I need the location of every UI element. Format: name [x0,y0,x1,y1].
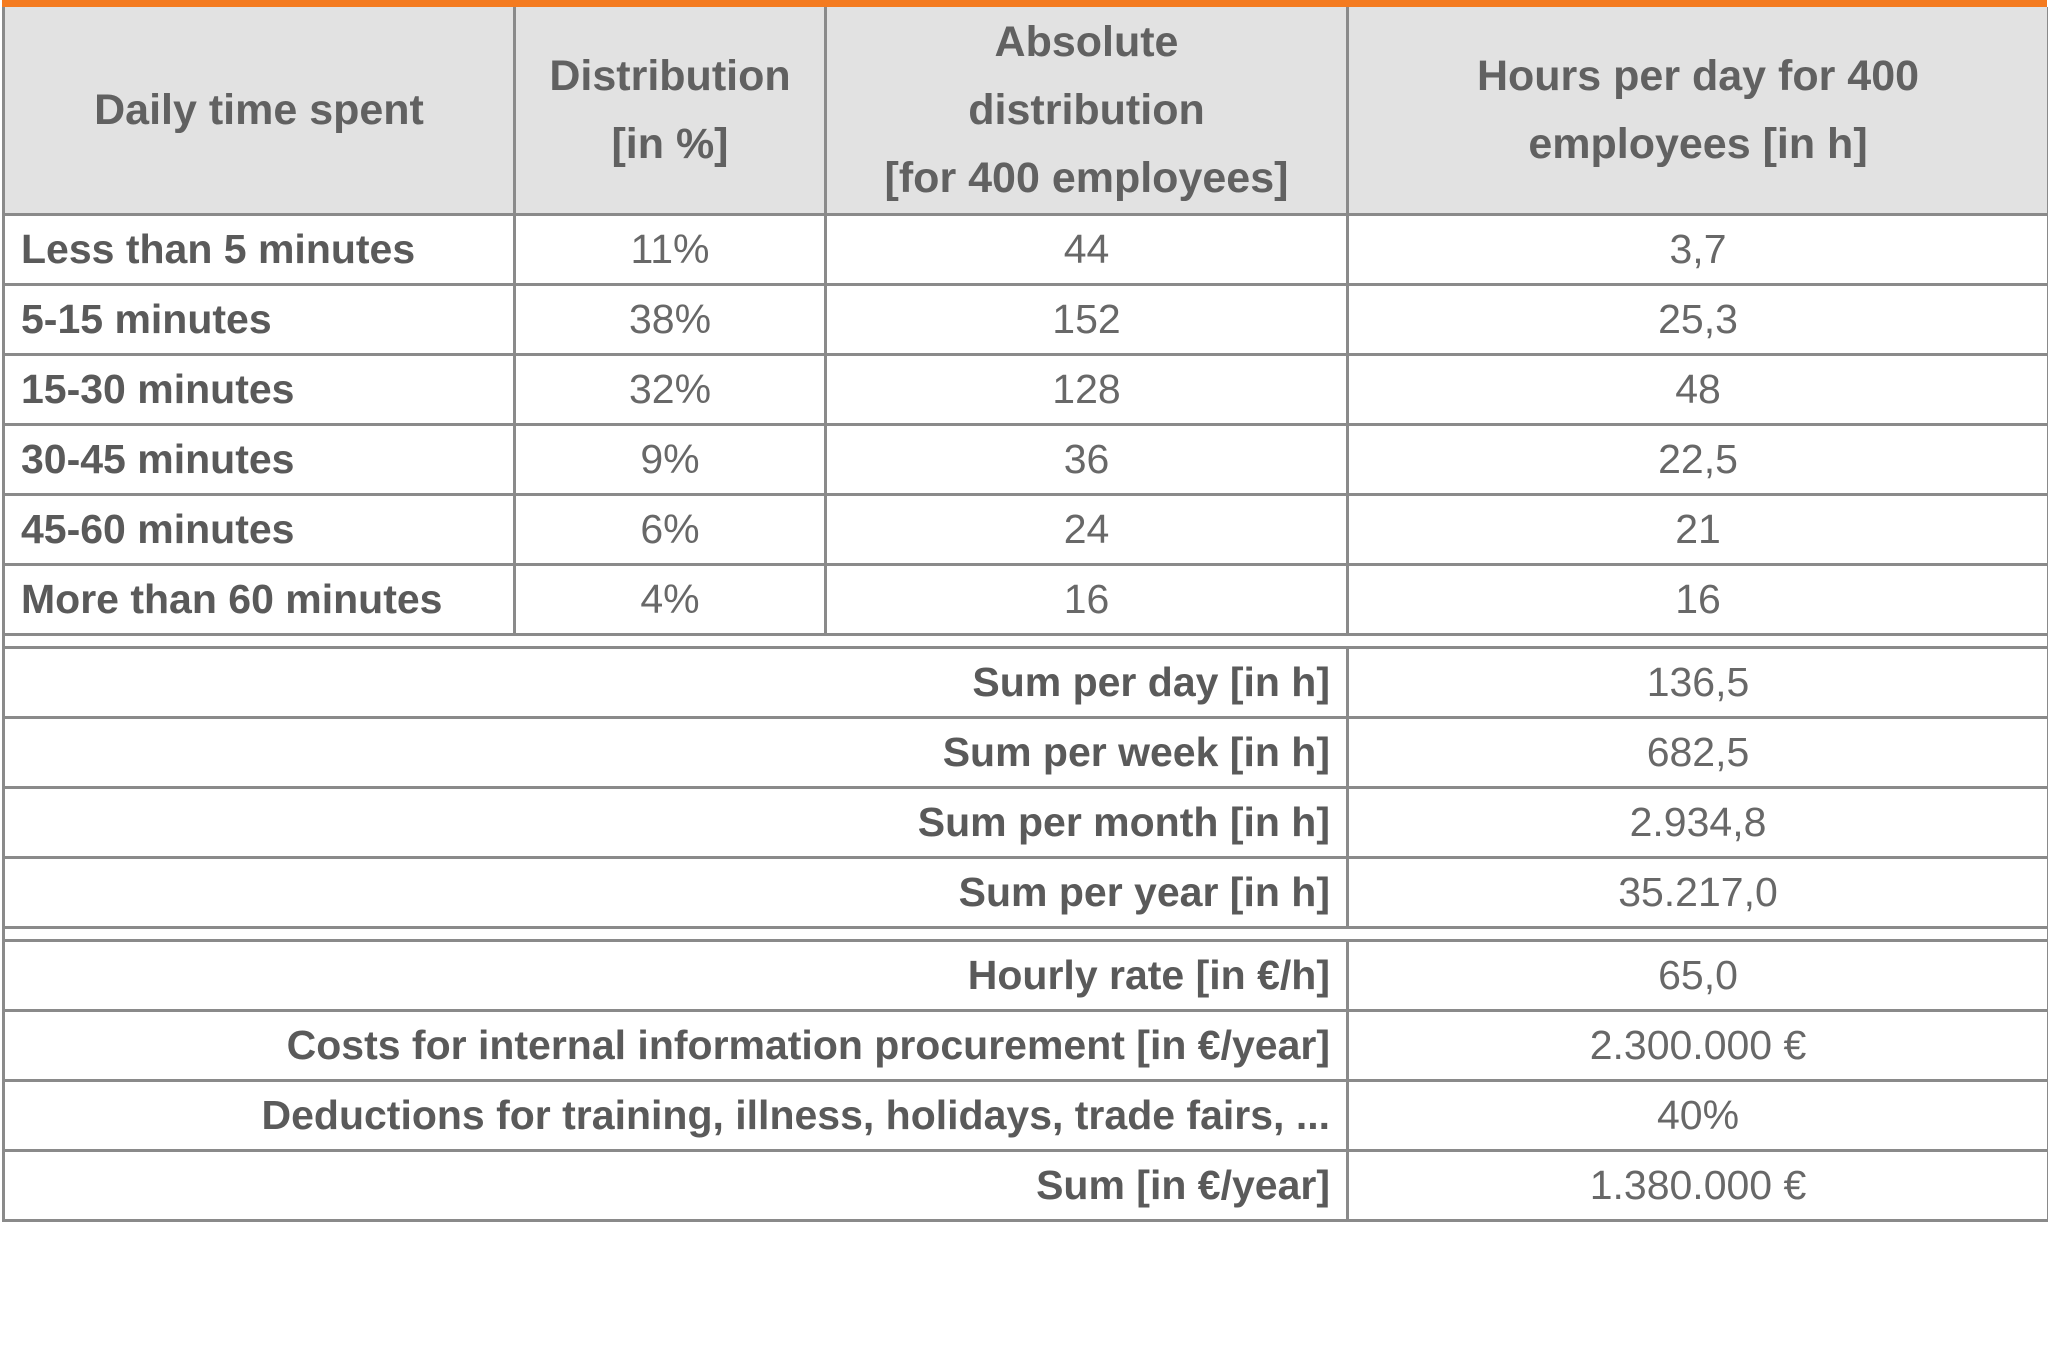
row-label: More than 60 minutes [4,565,515,635]
sum-label: Sum per day [in h] [4,648,1348,718]
sum-row [4,858,2048,928]
table-row [4,285,2048,355]
table-row [4,355,2048,425]
row-hours: 48 [1348,355,2048,425]
row-absolute: 36 [826,425,1348,495]
row-absolute: 152 [826,285,1348,355]
cost-label: Hourly rate [in €/h] [4,941,1348,1011]
time-cost-table [2,7,2048,1222]
cost-value: 40% [1348,1081,2048,1151]
row-distribution: 38% [515,285,826,355]
row-distribution: 11% [515,215,826,285]
header-daily-time-text: Daily time spent [94,86,424,134]
table-row [4,565,2048,635]
cost-label: Costs for internal information procurement [in €/year] [4,1011,1348,1081]
row-absolute: 128 [826,355,1348,425]
row-label: Less than 5 minutes [4,215,515,285]
row-distribution: 32% [515,355,826,425]
header-hours-per-day [1348,7,2048,215]
section-divider-cell [4,928,2048,941]
section-divider-cell [4,635,2048,648]
header-hours-line1: Hours per day for 400 [1476,52,1920,100]
sum-label: Sum per year [in h] [4,858,1348,928]
cost-label: Sum [in €/year] [4,1151,1348,1221]
header-distribution-line2: [in %] [611,120,729,168]
cost-row [4,941,2048,1011]
row-distribution: 4% [515,565,826,635]
header-distribution [515,7,826,215]
row-hours: 22,5 [1348,425,2048,495]
header-row [4,7,2048,215]
cost-row [4,1011,2048,1081]
sum-row [4,788,2048,858]
row-hours: 16 [1348,565,2048,635]
row-hours: 3,7 [1348,215,2048,285]
header-absolute-distribution [826,7,1348,215]
sum-label: Sum per month [in h] [4,788,1348,858]
row-distribution: 6% [515,495,826,565]
row-label: 15-30 minutes [4,355,515,425]
row-absolute: 24 [826,495,1348,565]
cost-row [4,1081,2048,1151]
section-divider [4,928,2048,941]
sum-value: 2.934,8 [1348,788,2048,858]
table-row [4,215,2048,285]
section-divider [4,635,2048,648]
header-absolute-line3: [for 400 employees] [884,154,1289,202]
sum-value: 35.217,0 [1348,858,2048,928]
accent-bar [2,0,2047,7]
sum-row [4,648,2048,718]
row-absolute: 44 [826,215,1348,285]
cost-row [4,1151,2048,1221]
header-absolute-line1: Absolute [994,18,1179,66]
table-row [4,495,2048,565]
cost-value: 2.300.000 € [1348,1011,2048,1081]
header-daily-time [4,7,515,215]
cost-value: 65,0 [1348,941,2048,1011]
header-distribution-line1: Distribution [549,52,791,100]
row-absolute: 16 [826,565,1348,635]
cost-table-frame [2,0,2047,1222]
row-distribution: 9% [515,425,826,495]
table-row [4,425,2048,495]
header-absolute-line2: distribution [968,86,1205,134]
sum-value: 136,5 [1348,648,2048,718]
sum-label: Sum per week [in h] [4,718,1348,788]
row-hours: 21 [1348,495,2048,565]
row-label: 45-60 minutes [4,495,515,565]
sum-value: 682,5 [1348,718,2048,788]
cost-label: Deductions for training, illness, holidays, trade fairs, ... [4,1081,1348,1151]
row-label: 5-15 minutes [4,285,515,355]
sum-row [4,718,2048,788]
row-label: 30-45 minutes [4,425,515,495]
row-hours: 25,3 [1348,285,2048,355]
cost-value: 1.380.000 € [1348,1151,2048,1221]
header-hours-line2: employees [in h] [1528,120,1868,168]
